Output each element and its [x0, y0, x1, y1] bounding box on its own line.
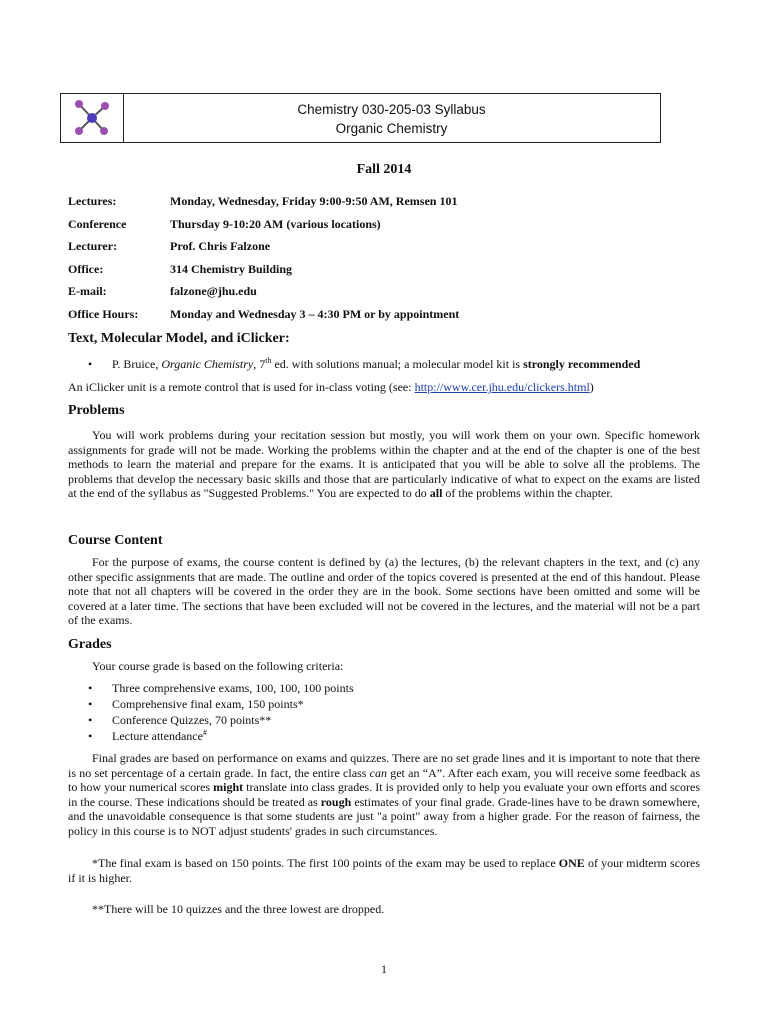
course-content-para: For the purpose of exams, the course content is defined by (a) the lectures, (b) the relevant chapters in the text, and (c) any other specific assignments that are made. The outline and order of the topics covered is presented at the end of this handout. Please note that not all chapters will be covered in the order they are in the book. Some sections have been omitted and some will be covered at a later time. The sections that have been excluded will not be covered in the lectures, and the material will not be a part of the exams.	[68, 555, 700, 627]
info-row	[68, 307, 459, 330]
info-row	[68, 284, 459, 307]
strongly-recommended: strongly recommended	[523, 357, 641, 371]
textbook-title: Organic Chemistry	[161, 357, 254, 371]
molecule-icon	[73, 98, 111, 138]
grade-item: • Comprehensive final exam, 150 points*	[88, 697, 354, 713]
logo-cell	[61, 94, 124, 142]
header-box	[60, 93, 661, 143]
info-value: Thursday 9-10:20 AM (various locations)	[170, 216, 381, 231]
info-value: Monday, Wednesday, Friday 9:00-9:50 AM, Remsen 101	[170, 194, 458, 208]
info-label: Conference	[68, 216, 127, 231]
course-content-heading: Course Content	[68, 533, 163, 548]
text-heading: Text, Molecular Model, and iClicker:	[68, 331, 290, 346]
info-label: E-mail:	[68, 284, 107, 299]
iclicker-para	[68, 380, 700, 395]
grades-text: estimates of your final grade. Grade-lines have to be drawn somewhere, and the unavoidable consequence is that some students are just "a point" away from a higher grade. For the reason of fairness, the policy in this course is to NOT adjust students' grades in such circumstances.	[68, 794, 700, 838]
grade-item: • Three comprehensive exams, 100, 100, 100 points	[88, 681, 354, 697]
grades-rough: rough	[320, 794, 352, 809]
attendance-sup: #	[202, 728, 207, 737]
info-value: falzone@jhu.edu	[170, 284, 257, 299]
textbook-edition: , 7	[253, 357, 266, 371]
note-one: ONE	[558, 856, 585, 870]
grade-item	[88, 729, 354, 745]
header-title	[123, 94, 660, 148]
grades-can: can	[369, 765, 387, 780]
problems-text-end: of the problems within the chapter.	[442, 486, 613, 500]
info-value: 314 Chemistry Building	[170, 261, 293, 276]
edition-sup: th	[265, 356, 272, 365]
textbook-item	[88, 357, 640, 373]
info-label: Office Hours:	[68, 306, 139, 321]
grade-item: • Conference Quizzes, 70 points**	[88, 713, 354, 729]
textbook-list	[88, 357, 640, 373]
grades-might: might	[213, 780, 244, 794]
info-row	[68, 217, 459, 240]
iclicker-close: )	[589, 380, 594, 394]
page-number: 1	[381, 962, 387, 976]
grades-heading: Grades	[68, 637, 112, 652]
info-value: Prof. Chris Falzone	[170, 239, 271, 254]
note-text: of your midterm scores if it is higher.	[68, 856, 701, 885]
note-text: *The final exam is based on 150 points. The first 100 points of the exam may be used to replace	[92, 856, 559, 870]
grades-para	[68, 751, 700, 838]
course-title: Chemistry 030-205-03 Syllabus	[297, 102, 486, 117]
problems-text: You will work problems during your recitation session but mostly, you will work them on your own. Specific homework assignments for grade will not be made. Working the problems within the chapter and at the end of the chapter is one of the best methods to learn the material and prepare for the exams. It is anticipated that you will be able to solve all the problems. The problems that develop the necessary basic skills and those that are particularly indicative of what to expect on the exams are listed at the end of the syllabus as "Suggested Problems." You are expected to do	[68, 428, 700, 500]
grades-text: translate into class grades. It is provided only to help you evaluate your own efforts and scores in the course. These indications should be treated as	[68, 780, 700, 809]
textbook-author: P. Bruice,	[112, 357, 162, 371]
info-value: Monday and Wednesday 3 – 4:30 PM or by appointment	[170, 306, 460, 321]
info-label: Office:	[68, 261, 104, 276]
course-info-table	[68, 194, 459, 330]
attendance-label: Lecture attendance	[112, 729, 203, 743]
info-row	[68, 194, 459, 217]
final-exam-note	[68, 856, 700, 885]
grades-text: Final grades are based on performance on exams and quizzes. There are no set grade lines and it is important to note that there is no set percentage of a certain grade. In fact, the entire class	[68, 751, 700, 780]
grades-text: get an “A”. After each exam, you will receive some feedback as to how your numerical scores	[68, 765, 700, 794]
semester: Fall 2014	[356, 162, 412, 177]
quiz-note: **There will be 10 quizzes and the three lowest are dropped.	[92, 902, 385, 916]
info-label: Lecturer:	[68, 239, 118, 254]
iclicker-text: An iClicker unit is a remote control that is used for in-class voting (see:	[68, 380, 415, 394]
grades-list	[88, 681, 354, 745]
info-label: Lectures:	[68, 194, 117, 208]
course-subtitle: Organic Chemistry	[335, 121, 448, 136]
iclicker-link[interactable]: http://www.cer.jhu.edu/clickers.html	[414, 380, 590, 394]
textbook-note: ed. with solutions manual; a molecular model kit is	[271, 357, 524, 371]
info-row	[68, 262, 459, 285]
info-row	[68, 239, 459, 262]
problems-para	[68, 428, 700, 501]
problems-heading: Problems	[68, 403, 125, 418]
grades-intro: Your course grade is based on the following criteria:	[92, 659, 344, 673]
problems-all: all	[429, 486, 443, 500]
